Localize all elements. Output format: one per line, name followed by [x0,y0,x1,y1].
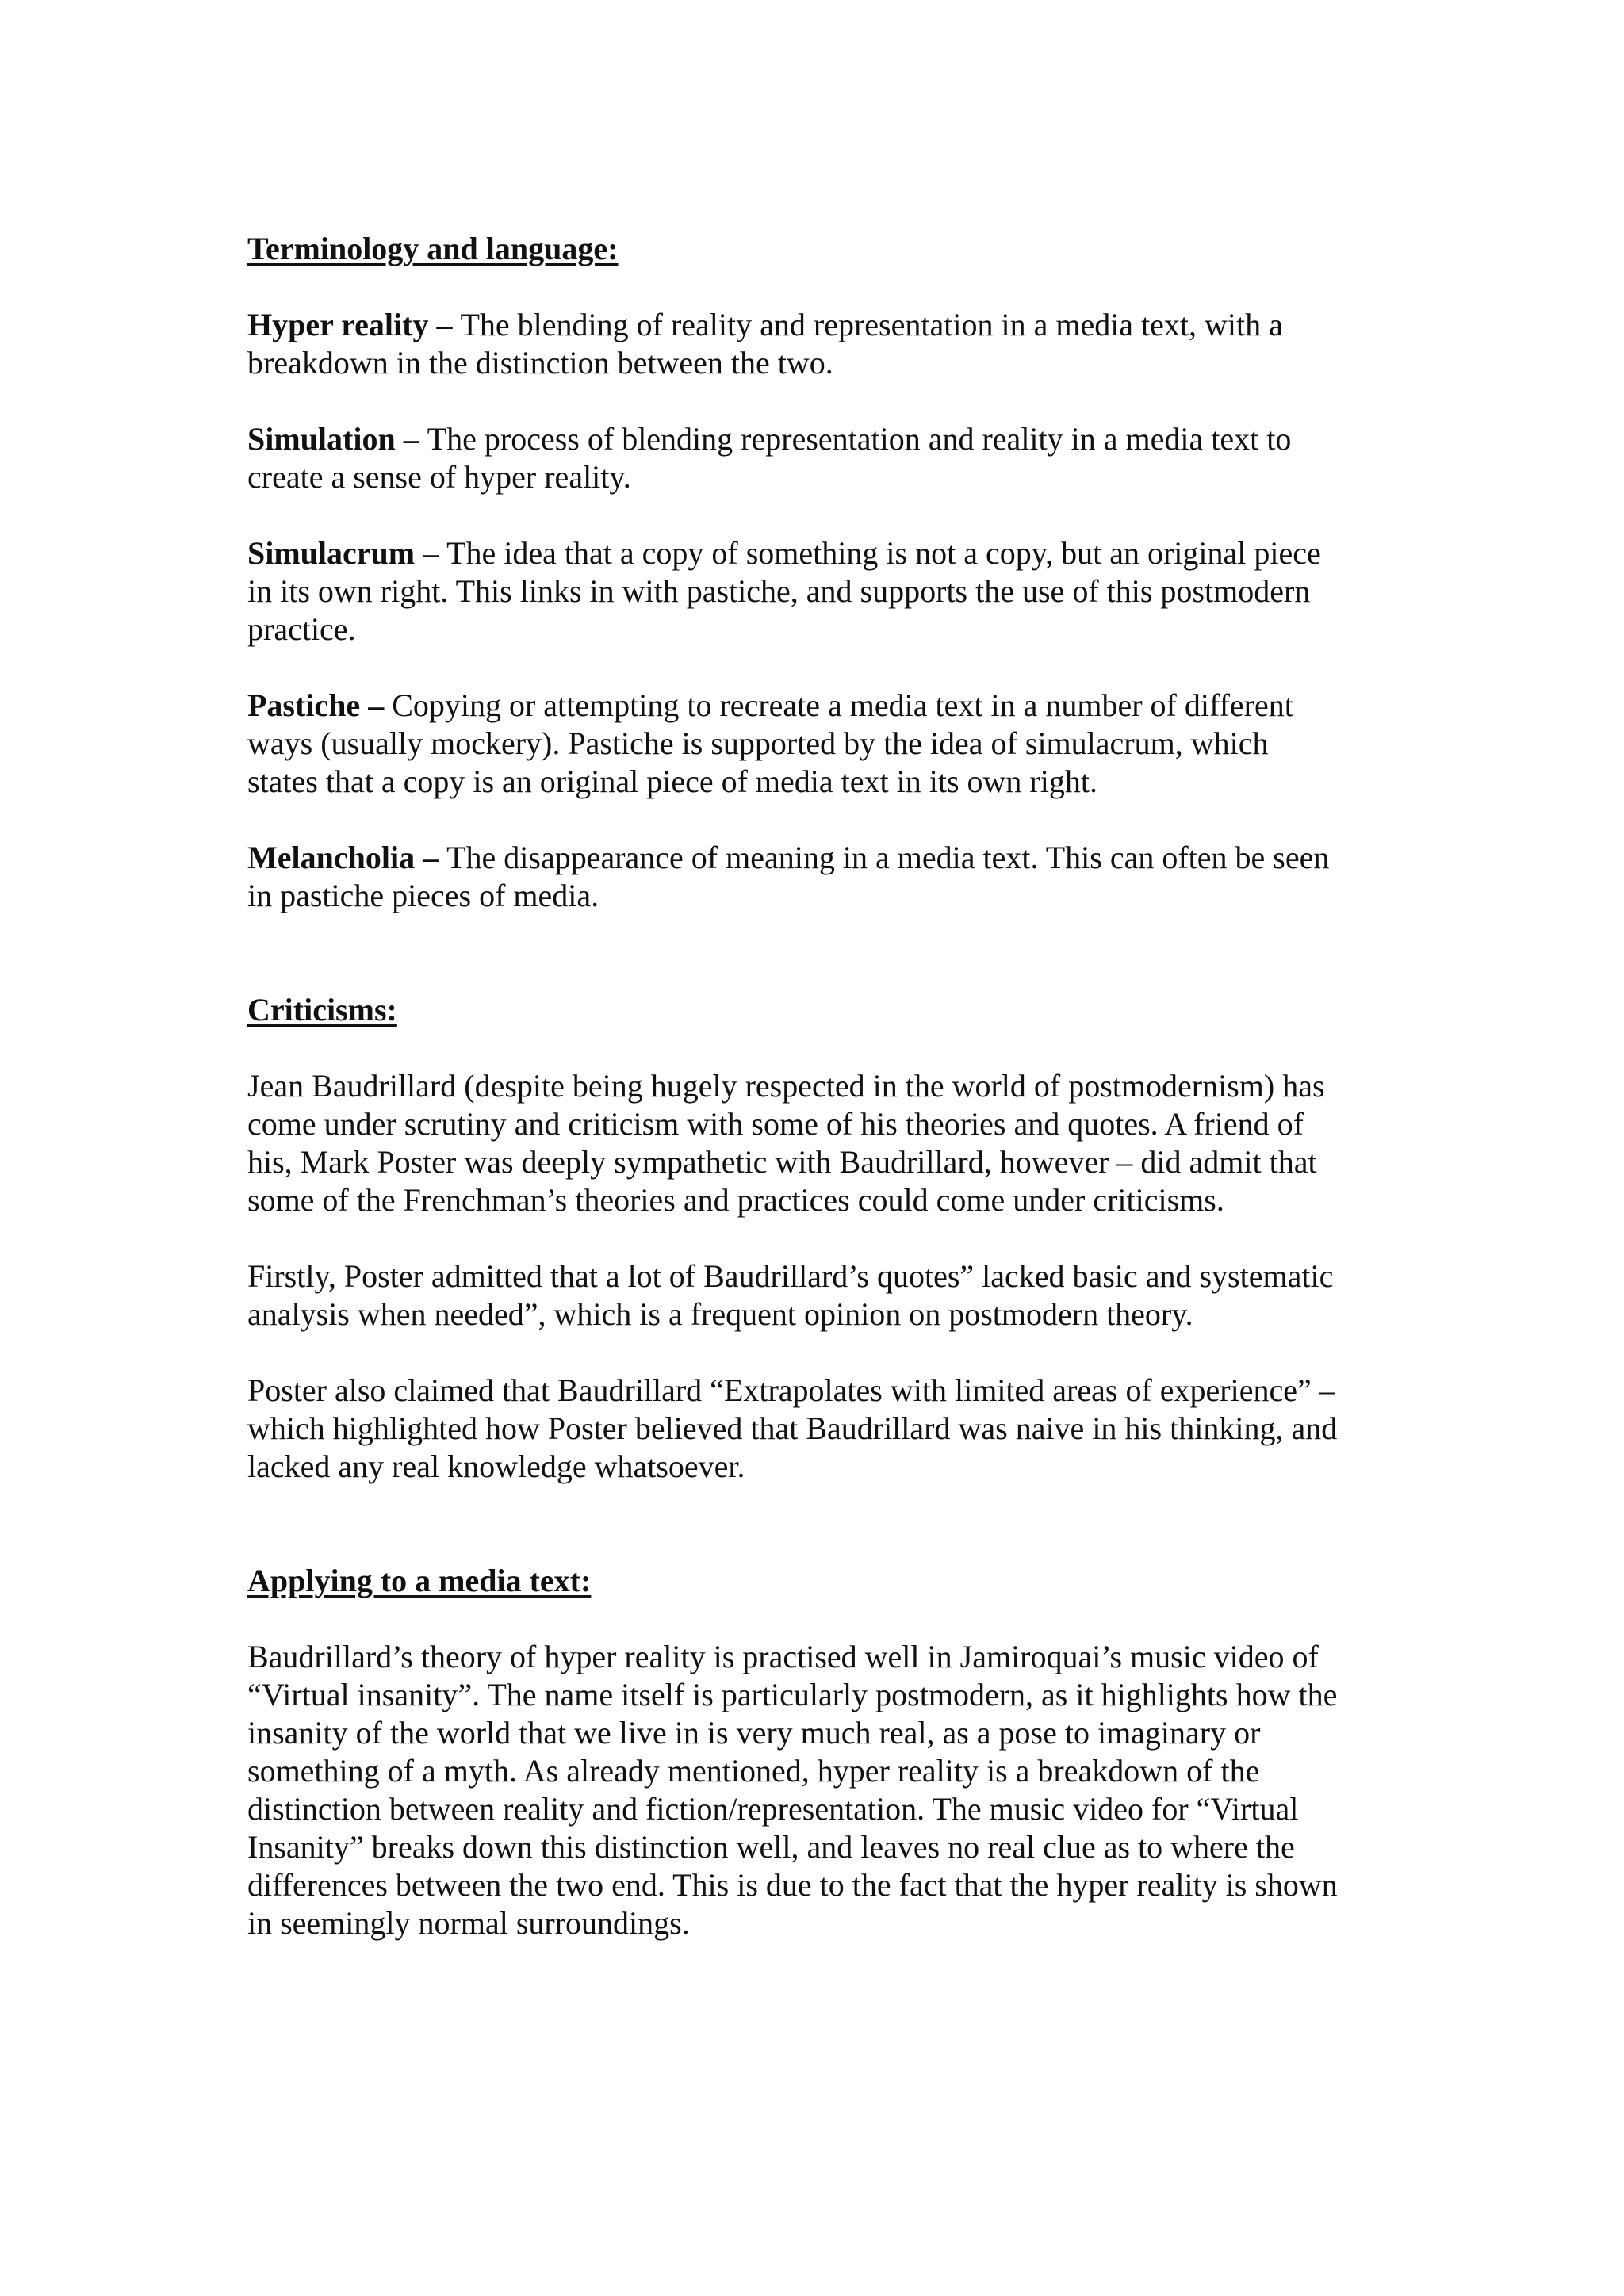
paragraph-line: some of the Frenchman’s theories and practices could come under criticisms. [247,1182,1224,1218]
definition-line: ways (usually mockery). Pastiche is supported by the idea of simulacrum, which [247,725,1269,761]
section-heading-criticisms: Criticisms: [247,992,397,1027]
term-simulacrum: Simulacrum [247,535,416,571]
definition-line: practice. [247,611,356,647]
definition-line: The disappearance of meaning in a media text. This can often be seen [446,840,1330,875]
definition-melancholia: Melancholia – The disappearance of meaning in a media text. This can often be seen in pastiche pieces of media. [247,839,1397,915]
definition-line: The blending of reality and representation in a media text, with a [460,307,1283,342]
definition-line: in its own right. This links in with pastiche, and supports the use of this postmodern [247,573,1311,609]
definition-pastiche: Pastiche – Copying or attempting to recreate a media text in a number of different ways (usually mockery). Pastiche is supported by the idea of simulacrum, which states that a copy is an original piece of media text in its own right. [247,687,1397,801]
definition-hyper-reality: Hyper reality – The blending of reality and representation in a media text, with a breakdown in the distinction between the two. [247,306,1397,382]
term-pastiche: Pastiche [247,687,361,723]
definition-line: in pastiche pieces of media. [247,878,599,913]
paragraph-line: something of a myth. As already mentioned, hyper reality is a breakdown of the [247,1753,1260,1789]
paragraph-line: Poster also claimed that Baudrillard “Extrapolates with limited areas of experience” – [247,1372,1335,1408]
document-page [247,230,1397,1942]
definition-line: breakdown in the distinction between the two. [247,345,833,381]
paragraph [247,1257,1397,1334]
definition-line: states that a copy is an original piece of media text in its own right. [247,763,1097,799]
definition-simulation: Simulation – The process of blending representation and reality in a media text to create a sense of hyper reality. [247,420,1397,496]
paragraph-line: “Virtual insanity”. The name itself is particularly postmodern, as it highlights how the [247,1677,1338,1712]
paragraph-line: lacked any real knowledge whatsoever. [247,1448,745,1484]
paragraph [247,1372,1397,1486]
definition-simulacrum: Simulacrum – The idea that a copy of something is not a copy, but an original piece in its own right. This links in with pastiche, and supports the use of this postmodern practice. [247,534,1397,649]
term-simulation: Simulation [247,421,396,457]
paragraph-line: Baudrillard’s theory of hyper reality is practised well in Jamiroquai’s music video of [247,1639,1319,1674]
definition-line: The process of blending representation and reality in a media text to [427,421,1292,457]
paragraph-line: which highlighted how Poster believed that Baudrillard was naive in his thinking, and [247,1410,1338,1446]
applying-section [247,1562,1397,1942]
paragraph-line: in seemingly normal surroundings. [247,1905,690,1941]
definition-line: The idea that a copy of something is not a copy, but an original piece [446,535,1321,571]
section-heading-terminology: Terminology and language: [247,231,619,266]
paragraph-line: analysis when needed”, which is a frequent opinion on postmodern theory. [247,1296,1193,1332]
paragraph [247,1067,1397,1219]
definition-line: Copying or attempting to recreate a media text in a number of different [392,687,1293,723]
paragraph-line: come under scrutiny and criticism with some of his theories and quotes. A friend of [247,1106,1304,1142]
section-heading-applying: Applying to a media text: [247,1563,592,1598]
term-melancholia: Melancholia [247,840,416,875]
paragraph-line: his, Mark Poster was deeply sympathetic with Baudrillard, however – did admit that [247,1144,1317,1180]
paragraph-line: insanity of the world that we live in is very much real, as a pose to imaginary or [247,1715,1261,1751]
paragraph-line: Insanity” breaks down this distinction well, and leaves no real clue as to where the [247,1829,1295,1865]
criticisms-section [247,991,1397,1486]
paragraph-line: Jean Baudrillard (despite being hugely respected in the world of postmodernism) has [247,1068,1325,1104]
paragraph-line: distinction between reality and fiction/representation. The music video for “Virtual [247,1791,1299,1827]
definition-line: create a sense of hyper reality. [247,459,631,495]
term-hyper-reality: Hyper reality [247,307,429,342]
paragraph-line: Firstly, Poster admitted that a lot of Baudrillard’s quotes” lacked basic and systematic [247,1258,1334,1294]
terminology-section [247,230,1397,915]
paragraph-line: differences between the two end. This is due to the fact that the hyper reality is shown [247,1867,1338,1903]
paragraph [247,1638,1397,1942]
